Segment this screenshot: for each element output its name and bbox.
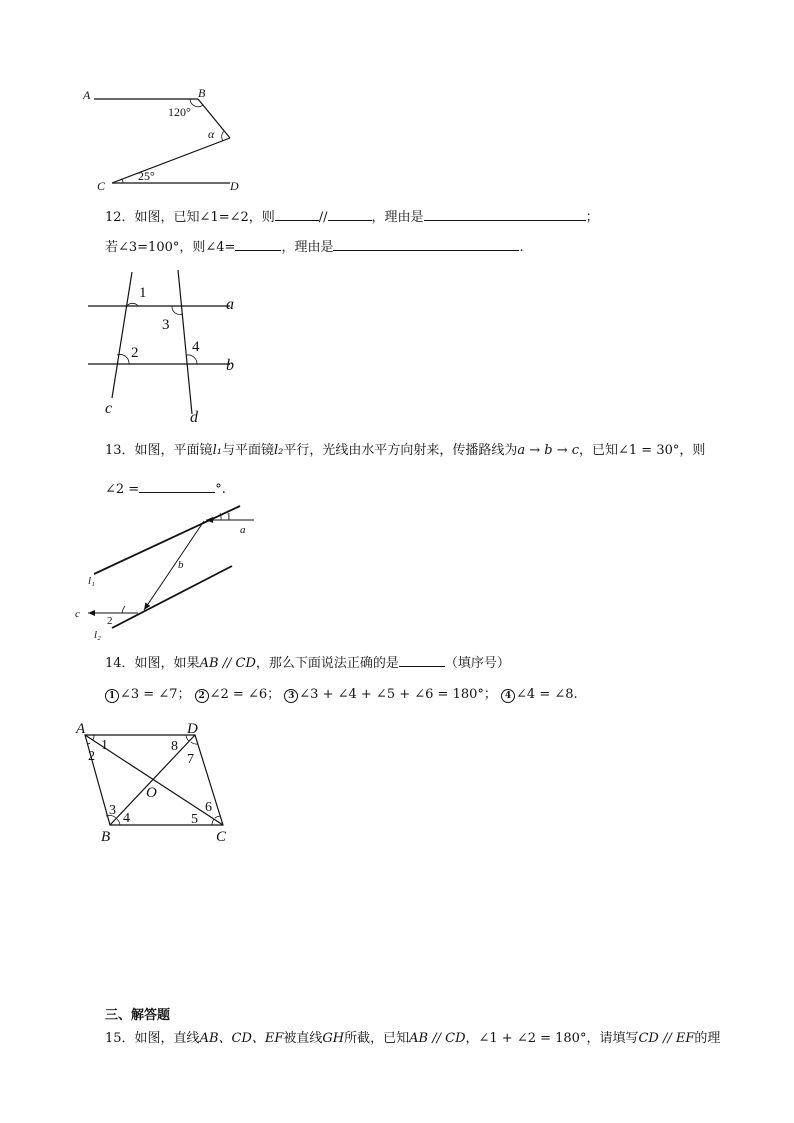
q12-line1 [105,208,599,227]
fig12-angle2: 2 [131,345,139,361]
q13-blank[interactable] [139,480,215,493]
q12-blank4[interactable] [235,238,281,251]
q15-text5: 的理 [694,1031,721,1046]
fig14-angle5: 5 [191,812,198,827]
q12-text3: ； [585,210,599,225]
q14-condition: AB // CD [199,656,256,671]
fig11-label-B: B [198,86,206,100]
q13-text6: °. [215,482,226,497]
option-1-text: ∠3 = ∠7； [120,687,191,702]
fig14-vertex-C: C [216,829,227,845]
q12-parallel: // [318,210,328,225]
q15-condition1: AB // CD [409,1031,466,1046]
option-3-marker: 3 [284,689,298,703]
q13-path: a → b → c [517,443,580,458]
q13-text5: ∠2 = [105,482,140,497]
fig14-vertex-A: A [76,721,86,737]
q15-gh: GH [322,1031,345,1046]
q13-text3: 平行，光线由水平方向射来，传播路线为 [283,443,518,458]
q12-number: 12． [105,210,135,225]
fig12-line-a: a [226,296,234,313]
q13-text1: 如图，平面镜 [134,443,213,458]
option-1-marker: 1 [105,689,119,703]
fig11-label-D: D [230,179,239,193]
option-4-text: ∠4 = ∠8. [516,687,578,702]
fig14-vertex-B: B [101,829,111,845]
q13-line1 [105,442,705,460]
q15-line1 [105,1030,720,1048]
option-2-text: ∠2 = ∠6； [209,687,281,702]
q12-text1: 如图，已知∠1=∠2，则 [134,210,275,225]
fig12-angle1: 1 [139,285,147,301]
q13-number: 13． [105,443,135,458]
fig11-angle-120: 120° [168,105,191,119]
q12-text4: 若∠3=100°，则∠4= [105,240,236,255]
q14-blank[interactable] [399,654,445,667]
fig13-mirror-l2: l₂ [94,629,101,641]
section-title: 三、解答题 [105,1008,171,1023]
option-4-marker: 4 [501,689,515,703]
fig13-ray-a: a [240,524,246,536]
fig13-mirror-l1: l₁ [88,575,95,587]
fig12-line-d: d [190,409,198,426]
q12-text2: ，理由是 [371,210,424,225]
fig13-angle1: 1 [226,511,232,523]
fig12-angle3: 3 [162,317,170,333]
q12-blank1[interactable] [275,208,319,221]
q14-number: 14． [105,656,135,671]
fig12-angle4: 4 [192,339,200,355]
figure-q13 [72,500,262,648]
q15-text3: 所截，已知 [344,1031,410,1046]
q15-condition2: CD // EF [638,1031,695,1046]
q15-text2: 被直线 [283,1031,323,1046]
figure-q11 [78,84,258,196]
q12-blank3[interactable] [424,208,586,221]
q12-text5: ，理由是 [281,240,334,255]
q13-text2: 与平面镜 [221,443,274,458]
fig13-ray-b: b [178,559,184,571]
q15-text1: 如图，直线 [134,1031,200,1046]
fig14-vertex-D: D [187,721,198,737]
fig14-angle7: 7 [187,752,194,767]
fig14-point-O: O [146,785,157,801]
figure-q12 [80,262,250,427]
q14-text2: ，那么下面说法正确的是 [255,656,399,671]
q13-text4: ，已知∠1 = 30°，则 [579,443,706,458]
fig14-angle6: 6 [205,800,212,815]
q12-text6: . [519,240,524,255]
fig11-label-A: A [83,88,91,102]
q15-lines: AB、CD、EF [199,1031,284,1046]
q14-options [105,686,578,704]
fig13-angle2: 2 [107,615,113,627]
q14-text1: 如图，如果 [134,656,200,671]
q13-l2: l₂ [273,443,284,458]
q12-line2 [105,238,524,257]
fig11-alpha: α [208,127,215,141]
fig14-angle1: 1 [101,738,108,753]
fig11-label-C: C [97,179,106,193]
fig11-angle-25: 25° [138,169,155,183]
q13-line2 [105,480,226,499]
q14-line1 [105,654,510,673]
option-3-text: ∠3 + ∠4 + ∠5 + ∠6 = 180°； [299,687,497,702]
q12-blank2[interactable] [328,208,372,221]
q12-blank5[interactable] [333,238,519,251]
fig12-line-c: c [105,400,113,417]
q13-l1: l₁ [212,443,222,458]
fig14-angle8: 8 [171,739,178,754]
figure-q14 [70,718,240,848]
fig14-angle2: 2 [88,749,95,764]
q14-text3: （填序号） [444,656,510,671]
fig14-angle3: 3 [109,803,116,818]
q15-number: 15． [105,1031,135,1046]
option-2-marker: 2 [195,689,209,703]
fig14-angle4: 4 [123,811,130,826]
fig13-ray-c: c [75,608,80,620]
q15-text4: ，∠1 + ∠2 = 180°，请填写 [465,1031,639,1046]
fig12-line-b: b [226,357,234,374]
